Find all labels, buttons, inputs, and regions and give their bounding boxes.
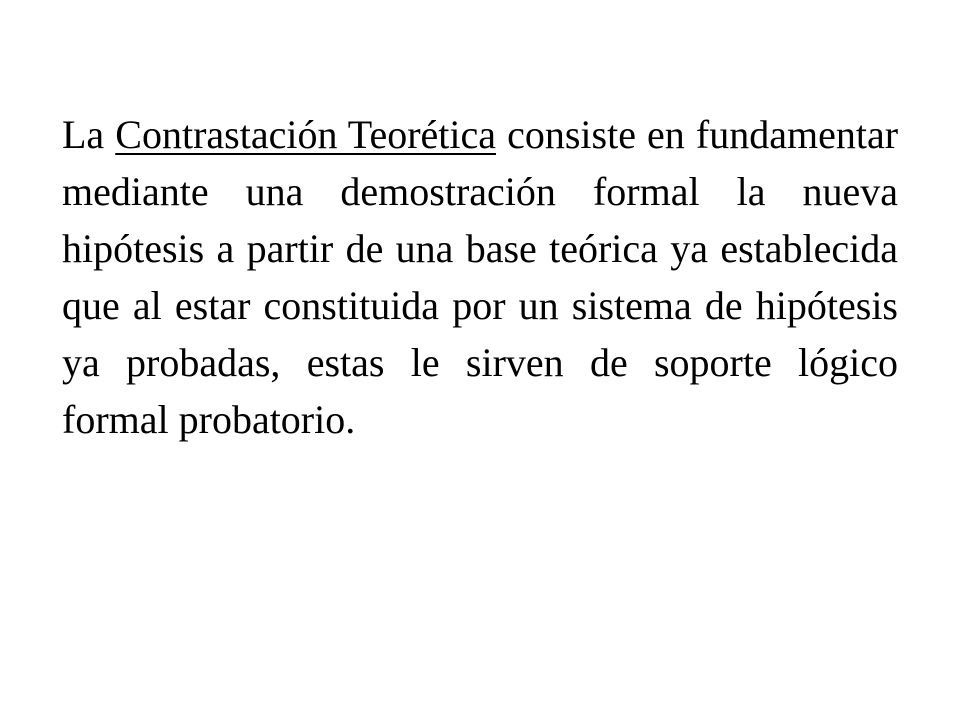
underlined-term: Contrastación Teorética — [115, 112, 497, 157]
paragraph-body: consiste en fundamentar mediante una demostración formal la nueva hipótesis a partir de una base teórica ya establecida que al estar constituida por un sistema de hipótesis ya probadas, estas le sirven de soporte lógico formal probatorio. — [62, 112, 899, 442]
paragraph-lead: La — [62, 112, 105, 157]
definition-paragraph — [62, 106, 898, 448]
